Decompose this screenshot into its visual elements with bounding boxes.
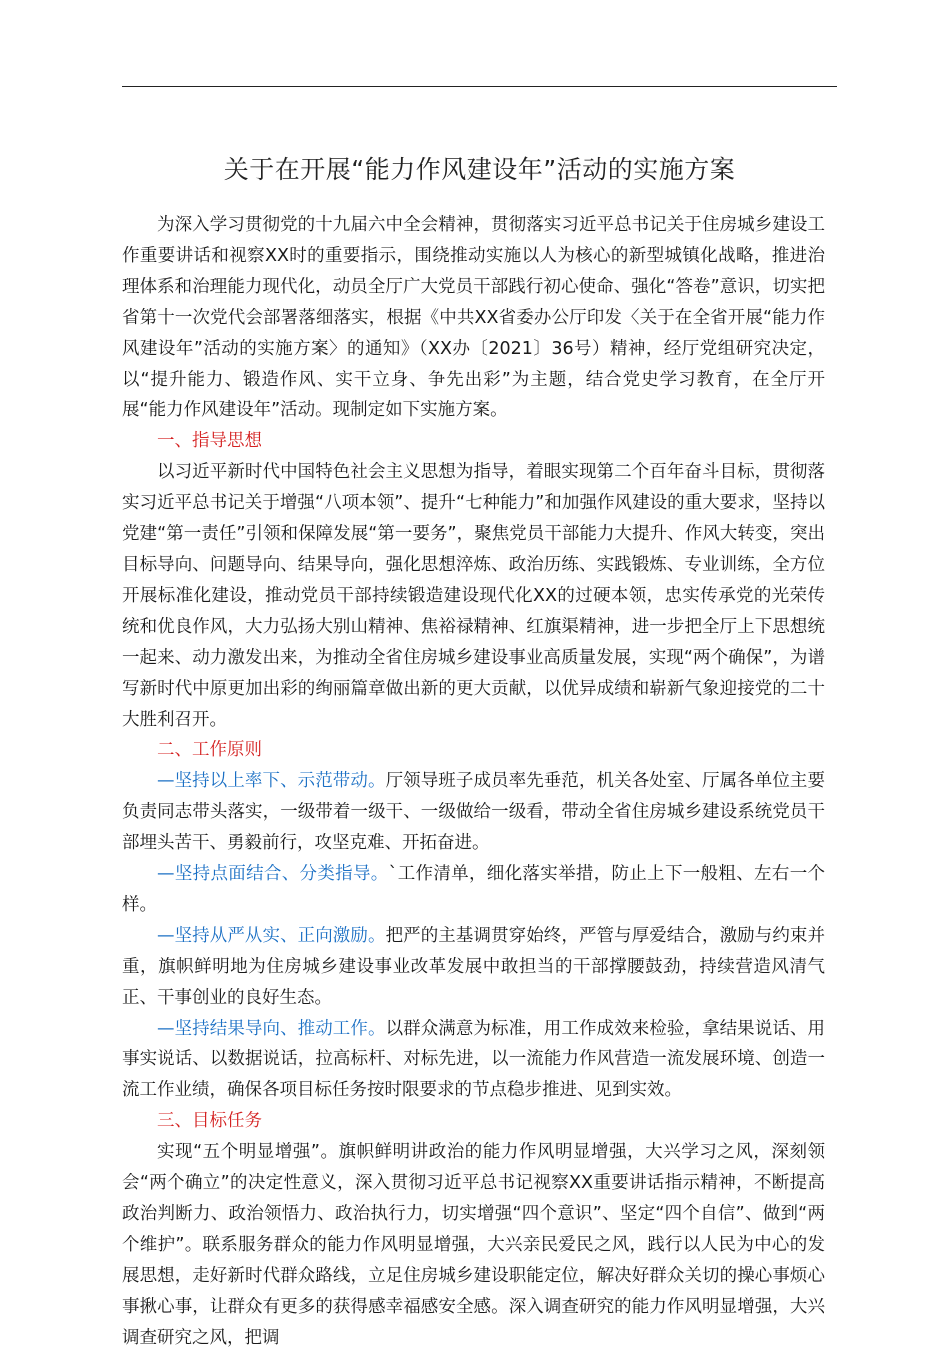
principle-text: 把严的主基调贯穿始终，严管与厚爱结合，激励与约束并重，旗帜鲜明地为住房城乡建设事业改革发展中敢担当的干部撑腰鼓劲，持续营造风清气正、干事创业的良好生态。 [122,925,826,1008]
principle-paragraph [122,1014,825,1107]
principle-lead: —坚持点面结合、分类指导。 [157,864,389,885]
document-body [122,210,825,1354]
header-rule [122,86,837,87]
principle-text: `工作清单，细化落实举措，防止上下一般粗、左右一个样。 [122,864,826,915]
principle-paragraph [122,921,825,1014]
principle-paragraph [122,766,825,859]
principle-text: 厅领导班子成员率先垂范，机关各处室、厅属各单位主要负责同志带头落实，一级带着一级干、一级做给一级看，带动全省住房城乡建设系统党员干部埋头苦干、勇毅前行，攻坚克难、开拓奋进。 [122,771,826,854]
section-heading-work-principles: 二、工作原则 [157,740,262,761]
principle-paragraph [122,859,825,921]
guiding-thought-paragraph: 以习近平新时代中国特色社会主义思想为指导，着眼实现第二个百年奋斗目标，贯彻落实习近平总书记关于增强“八项本领”、提升“七种能力”和加强作风建设的重大要求，坚持以党建“第一责任”引领和保障发展“第一要务”，聚焦党员干部能力大提升、作风大转变，突出目标导向、问题导向、结果导向，强化思想淬炼、政治历练、实践锻炼、专业训练，全方位开展标准化建设，推动党员干部持续锻造建设现代化XX的过硬本领，忠实传承党的光荣传统和优良作风，大力弘扬大别山精神、焦裕禄精神、红旗渠精神，进一步把全厅上下思想统一起来、动力激发出来，为推动全省住房城乡建设事业高质量发展，实现“两个确保”，为谱写新时代中原更加出彩的绚丽篇章做出新的更大贡献，以优异成绩和崭新气象迎接党的二十大胜利召开。 [122,462,825,730]
targets-paragraph: 实现“五个明显增强”。旗帜鲜明讲政治的能力作风明显增强，大兴学习之风，深刻领会“两个确立”的决定性意义，深入贯彻习近平总书记视察XX重要讲话指示精神，不断提高政治判断力、政治领悟力、政治执行力，切实增强“四个意识”、坚定“四个自信”、做到“两个维护”。联系服务群众的能力作风明显增强，大兴亲民爱民之风，践行以人民为中心的发展思想，走好新时代群众路线，立足住房城乡建设职能定位，解决好群众关切的操心事烦心事揪心事，让群众有更多的获得感幸福感安全感。深入调查研究的能力作风明显增强，大兴调查研究之风，把调 [122,1142,825,1348]
principle-lead: —坚持从严从实、正向激励。 [157,925,386,946]
principle-lead: —坚持结果导向、推动工作。 [157,1018,386,1039]
principle-text: 以群众满意为标准，用工作成效来检验，拿结果说话、用事实说话、以数据说话，拉高标杆、对标先进，以一流能力作风营造一流发展环境、创造一流工作业绩，确保各项目标任务按时限要求的节点稳步推进、见到实效。 [122,1018,826,1101]
principle-lead: —坚持以上率下、示范带动。 [157,771,386,792]
document-title: 关于在开展“能力作风建设年”活动的实施方案 [223,155,736,184]
section-heading-targets: 三、目标任务 [157,1111,262,1132]
intro-paragraph: 为深入学习贯彻党的十九届六中全会精神，贯彻落实习近平总书记关于住房城乡建设工作重要讲话和视察XX时的重要指示，围绕推动实施以人为核心的新型城镇化战略，推进治理体系和治理能力现代化，动员全厅广大党员干部践行初心使命、强化“答卷”意识，切实把省第十一次党代会部署落细落实，根据《中共XX省委办公厅印发〈关于在全省开展“能力作风建设年”活动的实施方案〉的通知》（XX办〔2021〕36号）精神，经厅党组研究决定，以“提升能力、锻造作风、实干立身、争先出彩”为主题，结合党史学习教育，在全厅开展“能力作风建设年”活动。现制定如下实施方案。 [122,215,825,421]
section-heading-guiding-thought: 一、指导思想 [157,431,262,452]
